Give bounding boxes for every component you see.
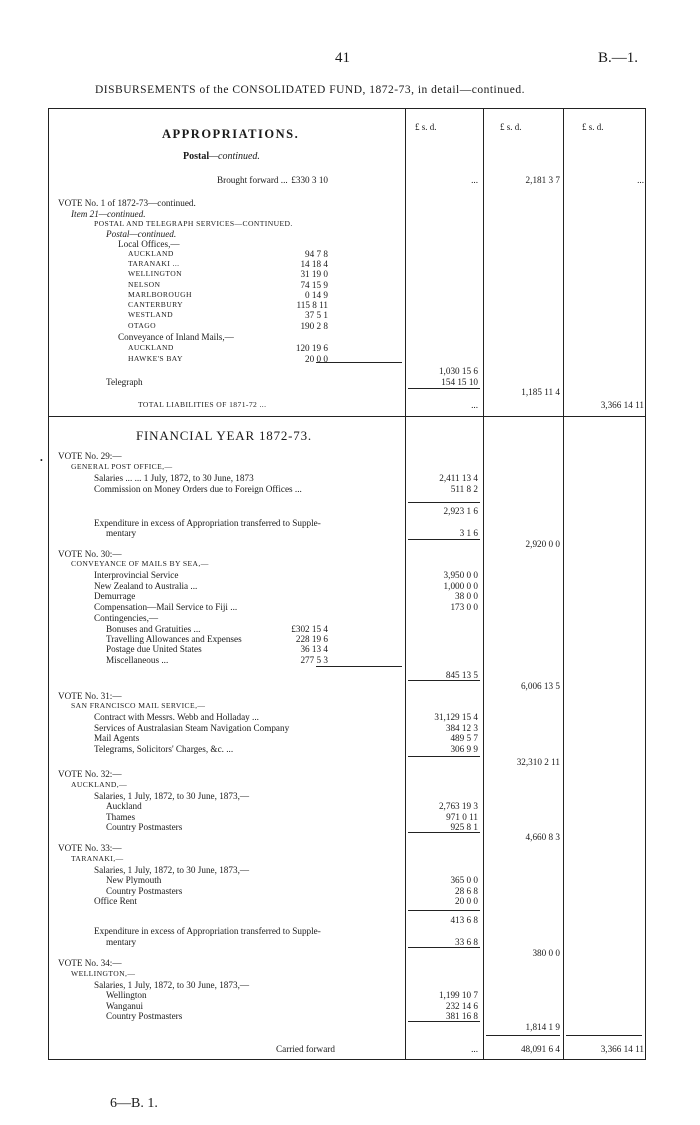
row-label: POSTAL AND TELEGRAPH SERVICES—CONTINUED. [94,219,293,228]
row-label: Country Postmasters [106,1011,183,1021]
ledger-row [0,353,700,365]
row-label: Conveyance of Inland Mails,— [118,332,234,342]
column-2-amount: 32,310 2 11 [516,757,560,767]
column-1-amount: 1,199 10 7 [438,990,478,1000]
inner-amount: 277 5 3 [300,655,328,665]
row-label: Carried forward [276,1044,335,1054]
inner-amount: 31 19 0 [300,269,328,279]
column-1-amount: 2,923 1 6 [443,506,478,516]
column-1-amount: 232 14 6 [445,1001,478,1011]
ledger-row [0,386,700,398]
column-1-amount: 925 8 1 [450,822,478,832]
row-label: Local Offices,— [118,239,180,249]
row-label: AUCKLAND,— [71,780,128,789]
row-label: HAWKE'S BAY [128,354,183,363]
column-1-amount: 3 1 6 [459,528,478,538]
column-1-amount: 3,950 0 0 [443,570,478,580]
row-label: WELLINGTON [128,269,183,278]
row-label: Bonuses and Gratuities ... [106,624,201,634]
column-1-amount: 489 5 7 [450,733,478,743]
row-label: Brought forward ... [217,175,288,185]
column-1-amount: ... [471,400,478,410]
column-2-amount: 2,181 3 7 [525,175,560,185]
row-label: Country Postmasters [106,886,183,896]
row-label: Wanganui [106,1001,144,1011]
ledger-row [0,483,700,495]
row-label: TOTAL LIABILITIES OF 1871-72 ... [138,400,267,409]
row-label: VOTE No. 32:— [58,769,122,779]
ledger-row [0,743,700,755]
column-3-amount: 3,366 14 11 [600,400,644,410]
table-top-rule [48,108,646,109]
row-label: Postage due United States [106,644,202,654]
column-1-amount: 154 15 10 [441,377,478,387]
inner-amount: 0 14 9 [305,290,328,300]
ledger-row [0,654,700,666]
column-2-amount: 380 0 0 [532,948,560,958]
column-1-amount: 845 13 5 [445,670,478,680]
row-label: VOTE No. 31:— [58,691,122,701]
row-label: TARANAKI ... [128,259,180,268]
column-3-amount: 3,366 14 11 [600,1044,644,1054]
column-1-amount: 511 8 2 [450,484,478,494]
row-label: AUCKLAND [128,249,174,258]
row-label: VOTE No. 33:— [58,843,122,853]
section-divider-rule [48,416,646,417]
row-label: Salaries, 1 July, 1872, to 30 June, 1873,— [94,791,250,801]
table-bottom-rule [48,1059,646,1060]
row-label: AUCKLAND [128,343,174,352]
row-label: Postal—continued. [106,229,177,239]
row-label: Expenditure in excess of Appropriation transferred to Supple- [94,926,321,936]
row-label: Demurrage [94,591,136,601]
inner-amount: £330 3 10 [291,175,328,185]
margin-mark: • [40,456,43,465]
subtotal-rule [566,1035,642,1036]
inner-amount: 37 5 1 [305,310,328,320]
row-label: WELLINGTON,— [71,969,136,978]
inner-amount: 20 0 0 [305,354,328,364]
row-label: CANTERBURY [128,300,184,309]
column-1-amount: 31,129 15 4 [434,712,478,722]
row-label: VOTE No. 30:— [58,549,122,559]
column-2-amount: 6,006 13 5 [520,681,560,691]
column-header-1: £ s. d. [415,122,437,132]
ledger-row [0,895,700,907]
row-label: CONVEYANCE OF MAILS BY SEA,— [71,559,209,568]
column-1-amount: 381 16 8 [445,1011,478,1021]
subtotal-rule [408,502,480,503]
postal-continued-subtitle: Postal—continued. [183,151,260,162]
column-1-amount: 384 12 3 [445,723,478,733]
row-label: Services of Australasian Steam Navigation Company [94,723,290,733]
ledger-row [0,756,700,768]
column-3-amount: ... [637,175,644,185]
column-1-amount: ... [471,175,478,185]
row-label: NELSON [128,280,161,289]
page-number: 41 [335,50,350,66]
inner-amount: 94 7 8 [305,249,328,259]
subtotal-rule [408,910,480,911]
row-label: Salaries ... ... 1 July, 1872, to 30 June, 1873 [94,473,254,483]
column-1-amount: 306 9 9 [450,744,478,754]
column-header-3: £ s. d. [582,122,604,132]
row-label: Item 21—continued. [71,209,146,219]
row-label: Thames [106,812,136,822]
row-label: Auckland [106,801,142,811]
column-1-amount: 2,763 19 3 [438,801,478,811]
column-2-amount: 2,920 0 0 [525,539,560,549]
row-label: New Plymouth [106,875,162,885]
row-label: MARLBOROUGH [128,290,192,299]
document-reference: B.—1. [598,50,639,66]
page-footer: 6—B. 1. [110,1096,158,1111]
column-2-amount: 4,660 8 3 [525,832,560,842]
row-label: Telegraph [106,377,143,387]
row-label: Miscellaneous ... [106,655,169,665]
column-1-amount: 38 0 0 [455,591,478,601]
column-2-amount: 1,185 11 4 [521,387,560,397]
row-label: Expenditure in excess of Appropriation transferred to Supple- [94,518,321,528]
row-label: mentary [106,528,137,538]
ledger-row [0,505,700,517]
ledger-row [0,399,700,411]
row-label: Office Rent [94,896,137,906]
column-1-amount: 971 0 11 [446,812,478,822]
row-label: Interprovincial Service [94,570,179,580]
inner-amount: 190 2 8 [300,321,328,331]
row-label: Salaries, 1 July, 1872, to 30 June, 1873,— [94,865,250,875]
row-label: Country Postmasters [106,822,183,832]
row-label: New Zealand to Australia ... [94,581,198,591]
row-label: Wellington [106,990,147,1000]
column-2-amount: 48,091 6 4 [520,1044,560,1054]
row-label: Commission on Money Orders due to Foreign Offices ... [94,484,302,494]
row-label: Travelling Allowances and Expenses [106,634,242,644]
row-label: TARANAKI,— [71,854,124,863]
inner-amount: 228 19 6 [295,634,328,644]
financial-year-title: FINANCIAL YEAR 1872-73. [136,428,312,443]
subtotal-rule [486,1035,560,1036]
column-header-2: £ s. d. [500,122,522,132]
row-label: Compensation—Mail Service to Fiji ... [94,602,238,612]
column-1-amount: 365 0 0 [450,875,478,885]
column-1-amount: ... [471,1044,478,1054]
inner-amount: £302 15 4 [291,624,328,634]
row-label: SAN FRANCISCO MAIL SERVICE,— [71,701,206,710]
appropriations-title: APPROPRIATIONS. [162,127,300,141]
inner-amount: 74 15 9 [300,280,328,290]
row-label: Salaries, 1 July, 1872, to 30 June, 1873,— [94,980,250,990]
ledger-row [0,174,700,186]
inner-amount: 120 19 6 [295,343,328,353]
column-1-amount: 33 6 8 [455,937,478,947]
column-1-amount: 173 0 0 [450,602,478,612]
row-label: Contract with Messrs. Webb and Holladay ... [94,712,259,722]
row-label: OTAGO [128,321,156,330]
column-1-amount: 1,030 15 6 [438,366,478,376]
ledger-row [0,1043,700,1055]
inner-amount: 14 18 4 [300,259,328,269]
column-1-amount: 20 0 0 [455,896,478,906]
row-label: WESTLAND [128,310,173,319]
row-label: GENERAL POST OFFICE,— [71,462,173,471]
row-label: VOTE No. 1 of 1872-73—continued. [58,198,196,208]
inner-amount: 36 13 4 [300,644,328,654]
ledger-row [0,1021,700,1033]
page-heading: DISBURSEMENTS of the CONSOLIDATED FUND, 1872-73, in detail—continued. [95,84,525,96]
row-label: mentary [106,937,137,947]
row-label: Telegrams, Solicitors' Charges, &c. ... [94,744,234,754]
column-1-amount: 2,411 13 4 [439,473,478,483]
column-1-amount: 413 6 8 [450,915,478,925]
row-label: Mail Agents [94,733,140,743]
column-1-amount: 28 6 8 [455,886,478,896]
row-label: Contingencies,— [94,613,159,623]
row-label: VOTE No. 34:— [58,958,122,968]
column-2-amount: 1,814 1 9 [525,1022,560,1032]
subtotal-rule [316,666,402,667]
inner-amount: 115 8 11 [296,300,328,310]
column-1-amount: 1,000 0 0 [443,581,478,591]
row-label: VOTE No. 29:— [58,451,122,461]
